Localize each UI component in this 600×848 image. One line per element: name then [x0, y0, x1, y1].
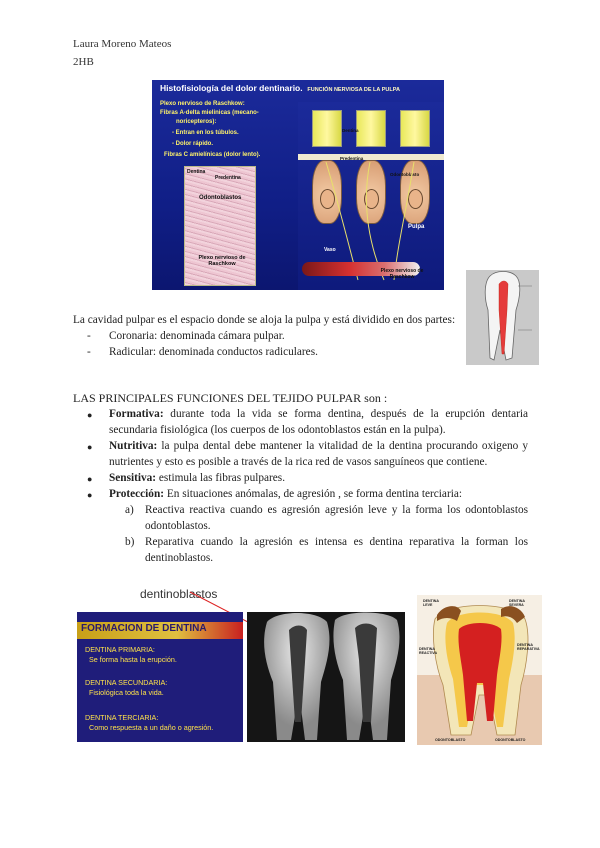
diagram-label: DENTINA SEVERA: [509, 599, 525, 607]
slide2-title: FORMACION DE DENTINA: [81, 623, 207, 634]
pulp-cavity-intro: [73, 312, 461, 360]
dentin-type-head: DENTINA TERCIARIA:: [85, 713, 159, 722]
tertiary-dentin-type: a) Reactiva reactiva cuando es agresión agresión leve y la forma los odontoblastos odontoblastos.: [125, 504, 528, 532]
functions-heading: LAS PRINCIPALES FUNCIONES DEL TEJIDO PULPAR son :: [73, 391, 388, 405]
author-name: Laura Moreno Mateos: [73, 38, 172, 50]
tooth-icon: [466, 270, 539, 365]
slide1-line: - Dolor rápido.: [172, 141, 213, 147]
function-item: ● Sensitiva: estimula las fibras pulpares.: [73, 470, 528, 486]
slide1-line: Plexo nervioso de Raschkow:: [160, 101, 245, 107]
function-item: ● Nutritiva: la pulpa dental debe mantener la vitalidad de la dentina procurando oxigeno y nutrientes y esto es posible a través de la rica red de vasos sanguíneos que contiene.: [73, 438, 528, 470]
dentin-type-head: DENTINA PRIMARIA:: [85, 645, 155, 654]
tooth-section-image: [466, 270, 539, 365]
tissue-label-odontoblastos: Odontoblastos: [199, 195, 242, 201]
tissue-label-plexo: Plexo nervioso de Raschkow: [198, 255, 246, 267]
xray-teeth: [247, 612, 405, 742]
function-item: ● Protección: En situaciones anómalas, de agresión , se forma dentina terciaria: a) Reactiva reactiva cuando es agresión agresión leve y la forma los odontoblastos odontoblastos. b) Reparativa cuando la agresión es intensa es dentina reparativa la forman los dentinoblastos.: [73, 486, 528, 566]
tissue-label-predentina: Predentina: [215, 175, 241, 181]
histology-image: [184, 166, 256, 286]
diagram-legend: ODONTOBLASTO: [435, 738, 466, 742]
dentin-type-desc: Como respuesta a un daño o agresión.: [89, 723, 214, 732]
function-item: ● Formativa: durante toda la vida se forma dentina, después de la erupción dentaria secundaria fisiológica (los cuerpos de los odontoblastos están en la pulpa).: [73, 406, 528, 438]
drawing-label-vaso: Vaso: [324, 247, 336, 253]
dentin-type-desc: Fisiológica toda la vida.: [89, 688, 164, 697]
odontoblast-drawing: [298, 102, 444, 290]
slide1-title: Histofisiología del dolor dentinario. FUNCIÓN NERVIOSA DE LA PULPA: [160, 83, 400, 93]
tooth-diagram: [417, 595, 542, 745]
drawing-label-odontoblasto: Odontoblasto: [390, 172, 420, 177]
drawing-label-dentina: Dentina: [342, 128, 359, 133]
slide1-line: Fibras C amielínicas (dolor lento).: [164, 152, 261, 158]
pulp-functions-section: [73, 390, 528, 566]
slide1-line: Fibras A-delta mielinicas (mecano-: [160, 110, 259, 116]
dental-xray-image: [247, 612, 405, 742]
drawing-label-pulpa: Pulpa: [408, 224, 425, 230]
diagram-legend: ODONTOBLASTO: [495, 738, 526, 742]
intro-text: La cavidad pulpar es el espacio donde se aloja la pulpa y está dividido en dos partes:: [73, 314, 456, 326]
diagram-label: DENTINA LEVE: [423, 599, 439, 607]
tertiary-dentin-diagram: [417, 595, 542, 745]
intro-part: - Radicular: denominada conductos radiculares.: [83, 344, 461, 360]
drawing-label-plexo: Plexo nervioso de Raschkow: [380, 268, 424, 280]
histophysiology-slide: [152, 80, 444, 290]
dentin-formation-slide: [77, 612, 243, 742]
slide1-line: noricepteros):: [176, 119, 217, 125]
group-label: 2HB: [73, 56, 94, 68]
intro-part: - Coronaria: denominada cámara pulpar.: [83, 328, 461, 344]
tissue-label-dentina: Dentina: [187, 169, 206, 175]
slide1-line: - Entran en los túbulos.: [172, 130, 239, 136]
drawing-label-predentina: Predentina: [340, 156, 364, 161]
cutoff-text: dentinoblastos: [140, 587, 218, 601]
diagram-label: DENTINA REPARATIVA: [517, 643, 540, 651]
dentin-type-head: DENTINA SECUNDARIA:: [85, 678, 168, 687]
dentin-type-desc: Se forma hasta la erupción.: [89, 655, 177, 664]
tertiary-dentin-type: b) Reparativa cuando la agresión es intensa es dentina reparativa la forman los dentinoblastos.: [125, 536, 528, 564]
diagram-label: DENTINA REACTIVA: [419, 647, 438, 655]
